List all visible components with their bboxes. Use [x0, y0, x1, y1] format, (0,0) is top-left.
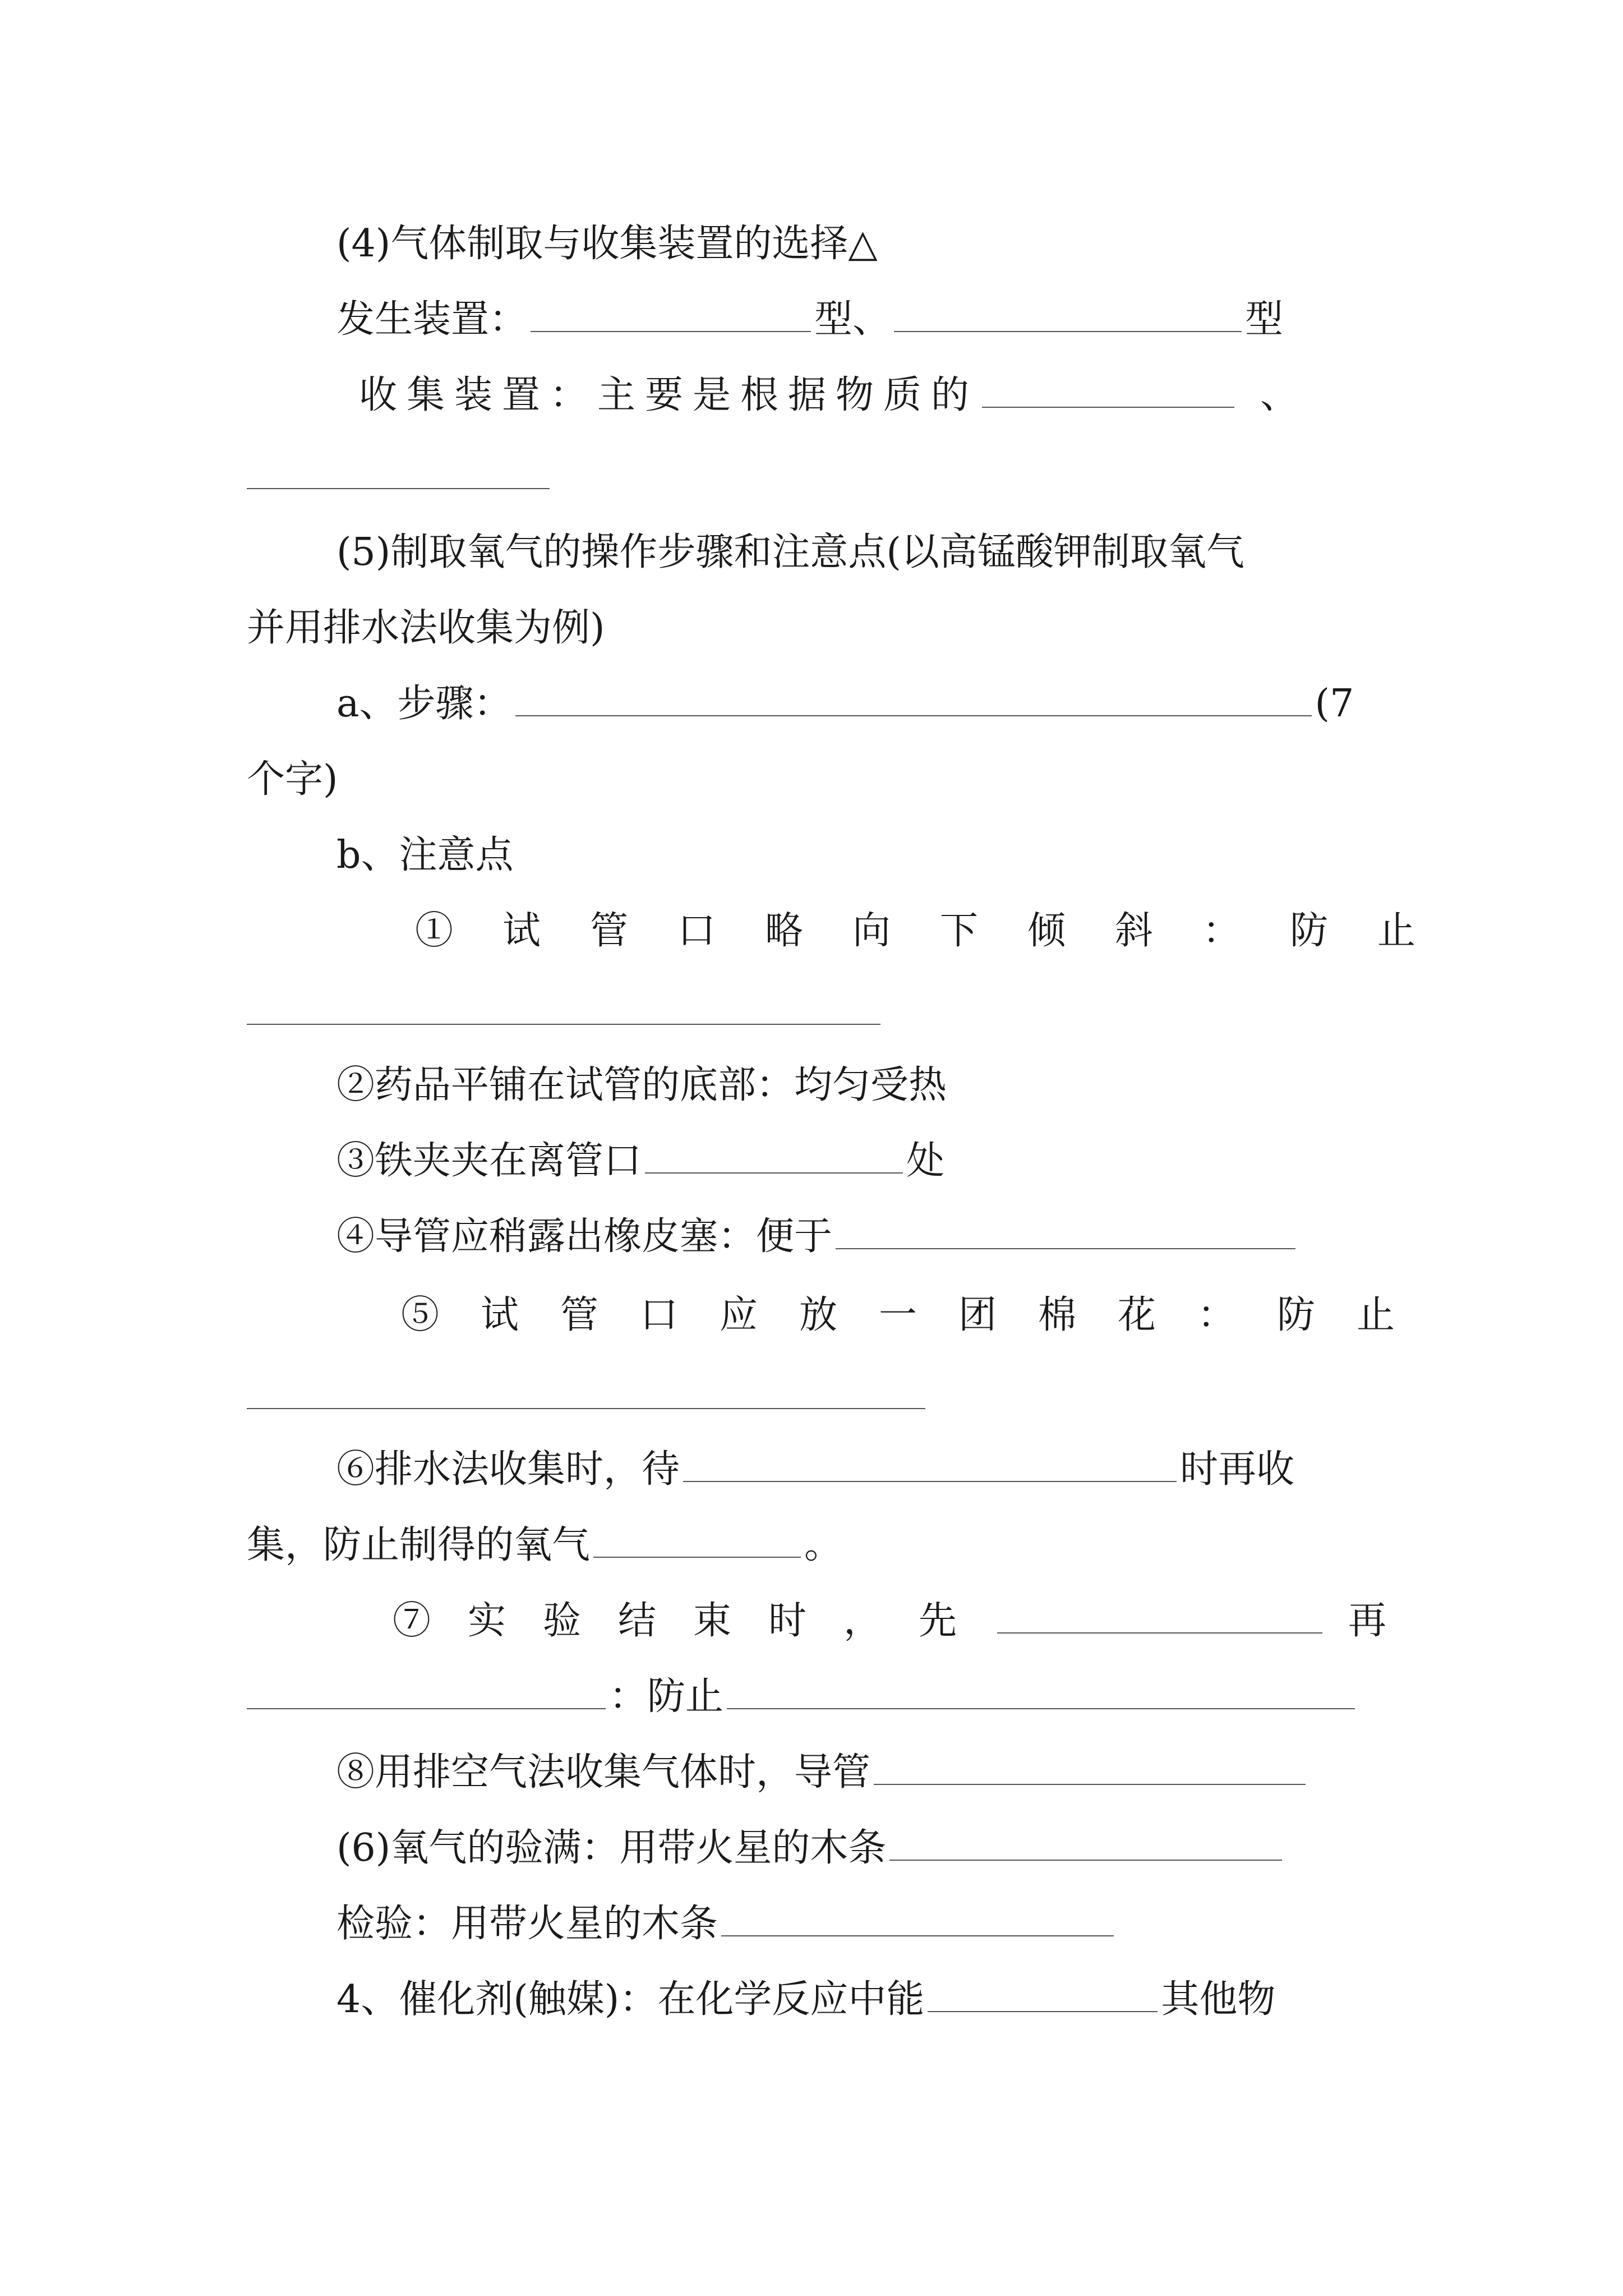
step-a-blank[interactable] — [515, 715, 1312, 716]
step-a-label: a、步骤： — [336, 682, 512, 726]
step-a-line — [336, 673, 1354, 735]
section-4b-suffix: 其他物 — [1161, 1977, 1276, 2022]
collector-label: 收集装置：主要是根据物质的 — [359, 373, 979, 417]
step-a-cont: 个字) — [247, 757, 338, 802]
point-8-blank[interactable] — [874, 1783, 1306, 1785]
point-5-line — [401, 1285, 1436, 1346]
test-line — [336, 1893, 1117, 1955]
section-4-title — [336, 213, 878, 275]
generator-label: 发生装置： — [336, 297, 528, 342]
generator-type-2: 型 — [1245, 297, 1284, 342]
point-6-cont-prefix: 集，防止制得的氧气 — [247, 1523, 591, 1567]
point-6-line — [336, 1439, 1294, 1501]
point-4-prefix: ④导管应稍露出橡皮塞：便于 — [336, 1214, 833, 1259]
point-7-cont-line — [247, 1666, 1358, 1728]
collector-blank-2[interactable] — [247, 488, 550, 489]
point-3-blank[interactable] — [645, 1172, 903, 1174]
point-3-line — [336, 1130, 944, 1192]
section-4b-blank[interactable] — [928, 2010, 1158, 2012]
point-7-blank-2[interactable] — [247, 1708, 606, 1709]
generator-line — [336, 289, 1283, 351]
point-6-blank[interactable] — [683, 1480, 1177, 1482]
section-6-prefix: (6)氧气的验满：用带火星的木条 — [336, 1826, 887, 1870]
point-2-text: ②药品平铺在试管的底部：均匀受热 — [336, 1063, 947, 1107]
section-5-title-text-2: 并用排水法收集为例) — [247, 606, 605, 650]
point-6-prefix: ⑥排水法收集时，待 — [336, 1447, 680, 1492]
point-5-text: ⑤试管口应放一团棉花：防止 — [401, 1293, 1437, 1337]
step-b-label: b、注意点 — [336, 833, 514, 877]
step-b-line — [336, 825, 514, 886]
point-8-prefix: ⑧用排空气法收集气体时，导管 — [336, 1750, 871, 1795]
collector-blank-1[interactable] — [982, 406, 1234, 408]
point-7-cont: ：防止 — [609, 1674, 724, 1719]
generator-blank-1[interactable] — [531, 330, 811, 332]
point-7-blank-1[interactable] — [997, 1632, 1322, 1634]
point-3-suffix: 处 — [906, 1139, 945, 1183]
section-6-blank[interactable] — [889, 1859, 1282, 1861]
point-1-line — [415, 900, 1465, 962]
point-4-blank[interactable] — [836, 1248, 1295, 1249]
section-5-title-line1 — [336, 522, 1244, 583]
generator-blank-2[interactable] — [894, 330, 1242, 332]
point-6-cont-line — [247, 1515, 842, 1576]
test-blank[interactable] — [721, 1935, 1114, 1936]
collector-sep: 、 — [1260, 373, 1308, 417]
point-1-blank[interactable] — [247, 1024, 880, 1025]
point-8-line — [336, 1742, 1309, 1803]
point-6-cont-suffix: 。 — [804, 1523, 843, 1567]
generator-type-1: 型、 — [814, 297, 891, 342]
point-7-blank-3[interactable] — [727, 1708, 1355, 1709]
section-4b-line — [336, 1969, 1275, 2031]
section-4b-prefix: 4、催化剂(触媒)：在化学反应中能 — [336, 1977, 925, 2022]
collector-line — [359, 365, 1308, 426]
point-7-b: 再 — [1348, 1599, 1424, 1643]
point-7-a: ⑦实验结束时，先 — [393, 1599, 994, 1643]
point-6-cont-blank[interactable] — [593, 1556, 801, 1558]
section-5-title-text-1: (5)制取氧气的操作步骤和注意点(以高锰酸钾制取氧气 — [336, 530, 1244, 574]
test-prefix: 检验：用带火星的木条 — [336, 1902, 718, 1946]
point-5-blank[interactable] — [247, 1408, 925, 1409]
point-4-line — [336, 1206, 1299, 1268]
step-a-cont-line — [247, 749, 338, 811]
point-7-line — [393, 1590, 1423, 1652]
step-a-suffix: (7 — [1315, 682, 1354, 726]
point-2-line — [336, 1055, 947, 1116]
point-3-prefix: ③铁夹夹在离管口 — [336, 1139, 642, 1183]
section-5-title-line2 — [247, 597, 605, 659]
point-1-text: ①试管口略向下倾斜：防止 — [415, 909, 1465, 953]
section-4-title-text: (4)气体制取与收集装置的选择△ — [336, 222, 878, 266]
point-6-suffix: 时再收 — [1180, 1447, 1295, 1492]
section-6-line — [336, 1818, 1285, 1879]
